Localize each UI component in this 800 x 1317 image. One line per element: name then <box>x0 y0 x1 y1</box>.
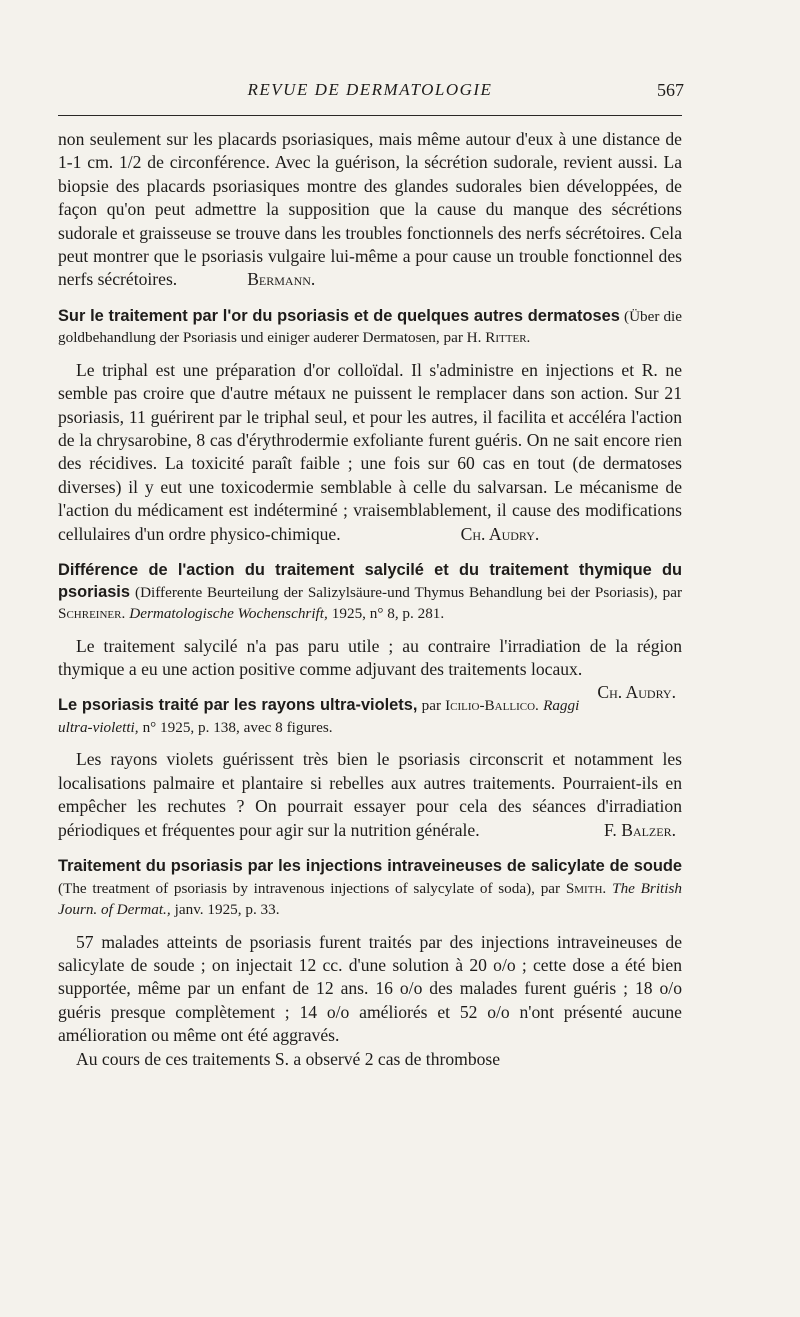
article-reference: (The treatment of psoriasis by intravenous injections of salycylate of soda), par <box>58 879 566 897</box>
article-body: Le triphal est une préparation d'or colloïdal. Il s'administre en injections et R. ne semble pas croire que d'autre métaux ne puissent le remplacer dans son action. Sur 21 psoriasis, 11 guérirent par le triphal seul, et pour les autres, il facilita et accéléra l'action de la chrysarobine, 8 cas d'érythrodermie exfoliante furent guéris. On ne sait encore rien des récidives. La toxicité paraît faible ; une fois sur 60 cas en tout (de dermatoses diverses) il y eut une toxicodermie semblable à celle du salvarsan. Le mécanisme de l'action du médicament est indéterminé ; vraisemblablement, il cause des modifications cellulaires d'un ordre physico-chimique. Ch. Audry. <box>58 359 682 544</box>
intro-paragraph: non seulement sur les placards psoriasiques, mais même autour d'eux à une distance de 1-1 cm. 1/2 de circonférence. Avec la guérison, la sécrétion sudorale, revient aussi. La biopsie des placards psoriasiques montre des glandes sudorales bien développées, de façon qu'on peut admettre la supposition que la cause du manque des sécrétions sudorale et graisseuse se trouve dans les troubles fonctionnels des nerfs sécrétoires. Cela peut montrer que le psoriasis vulgaire lui-même a pour cause un trouble fonctionnel des nerfs sécrétoires. Bermann. <box>58 129 682 290</box>
article-signature: Ch. Audry. <box>460 523 540 544</box>
article-author: Schreiner. <box>58 605 126 623</box>
article-reference: (Über die goldbehandlung der Psoriasis und einiger auderer Dermatosen, par H. <box>58 307 683 347</box>
article-journal: Dermatologische Wochenschrift, <box>129 605 328 623</box>
header-rule <box>58 115 682 116</box>
page-number: 567 <box>657 80 684 100</box>
article-body-continued: Au cours de ces traitements S. a observé 2 cas de thrombose <box>76 1048 501 1069</box>
article-citation: janv. 1925, p. 33. <box>174 901 280 919</box>
article-author: Smith. <box>565 879 607 897</box>
article-journal: The British Journ. of Dermat., <box>58 879 682 919</box>
running-title: REVUE DE DERMATOLOGIE <box>247 80 493 99</box>
body-text <box>58 128 682 1071</box>
article-heading <box>58 856 682 921</box>
article-reference: par <box>421 697 446 715</box>
article-title: Traitement du psoriasis par les injections intraveineuses de salicylate de soude <box>58 857 682 876</box>
article-title: Sur le traitement par l'or du psoriasis et de quelques autres dermatoses <box>58 306 620 325</box>
article-smith <box>58 856 682 921</box>
article-journal: Raggi ultra-violetti, <box>58 697 580 736</box>
article-body: Le traitement salycilé n'a pas paru utile ; au contraire l'irradiation de la région thymique a eu une action positive comme adjuvant des traitements locaux. Ch. Audry. <box>58 635 682 682</box>
article-citation: n° 1925, p. 138, avec 8 figures. <box>142 718 333 736</box>
article-title: Le psoriasis traité par les rayons ultra-violets, <box>58 696 418 715</box>
article-body: Les rayons violets guérissent très bien le psoriasis circonscrit et notamment les localisations palmaire et plantaire si rebelles aux autres traitements. Pourraient-ils en empêcher les rechutes ? On pourrait essayer pour cela des séances d'irradiation périodiques et fréquentes pour agir sur la nutrition générale. F. Balzer. <box>58 748 682 842</box>
article-author: Ritter. <box>485 329 531 347</box>
article-title: Différence de l'action du traitement salycilé et du traitement thymique du psoriasis <box>58 561 682 601</box>
article-reference: (Differente Beurteilung der Salizylsäure-und Thymus Behandlung bei der Psoriasis), par <box>135 583 682 601</box>
article-author: Icilio-Ballico. <box>445 697 539 715</box>
article-heading <box>58 306 682 349</box>
intro-signature: Bermann. <box>247 269 316 290</box>
running-header <box>58 76 682 106</box>
article-citation: 1925, n° 8, p. 281. <box>331 605 445 623</box>
article-schreiner <box>58 560 682 625</box>
article-signature: Ch. Audry. <box>597 682 676 703</box>
article-signature: F. Balzer. <box>604 819 676 840</box>
article-ritter <box>58 306 682 349</box>
article-body: 57 malades atteints de psoriasis furent traités par des injections intraveineuses de salicylate de soude ; on injectait 12 cc. d'une solution à 20 o/o ; cette dose a été bien supportée, même par un enfant de 12 ans. 16 o/o des malades furent guéris ; 18 o/o guéris presque complètement ; 14 o/o améliorés et 52 o/o n'ont présenté aucune amélioration ou même ont été aggravés. <box>58 931 682 1046</box>
article-heading <box>58 560 682 625</box>
